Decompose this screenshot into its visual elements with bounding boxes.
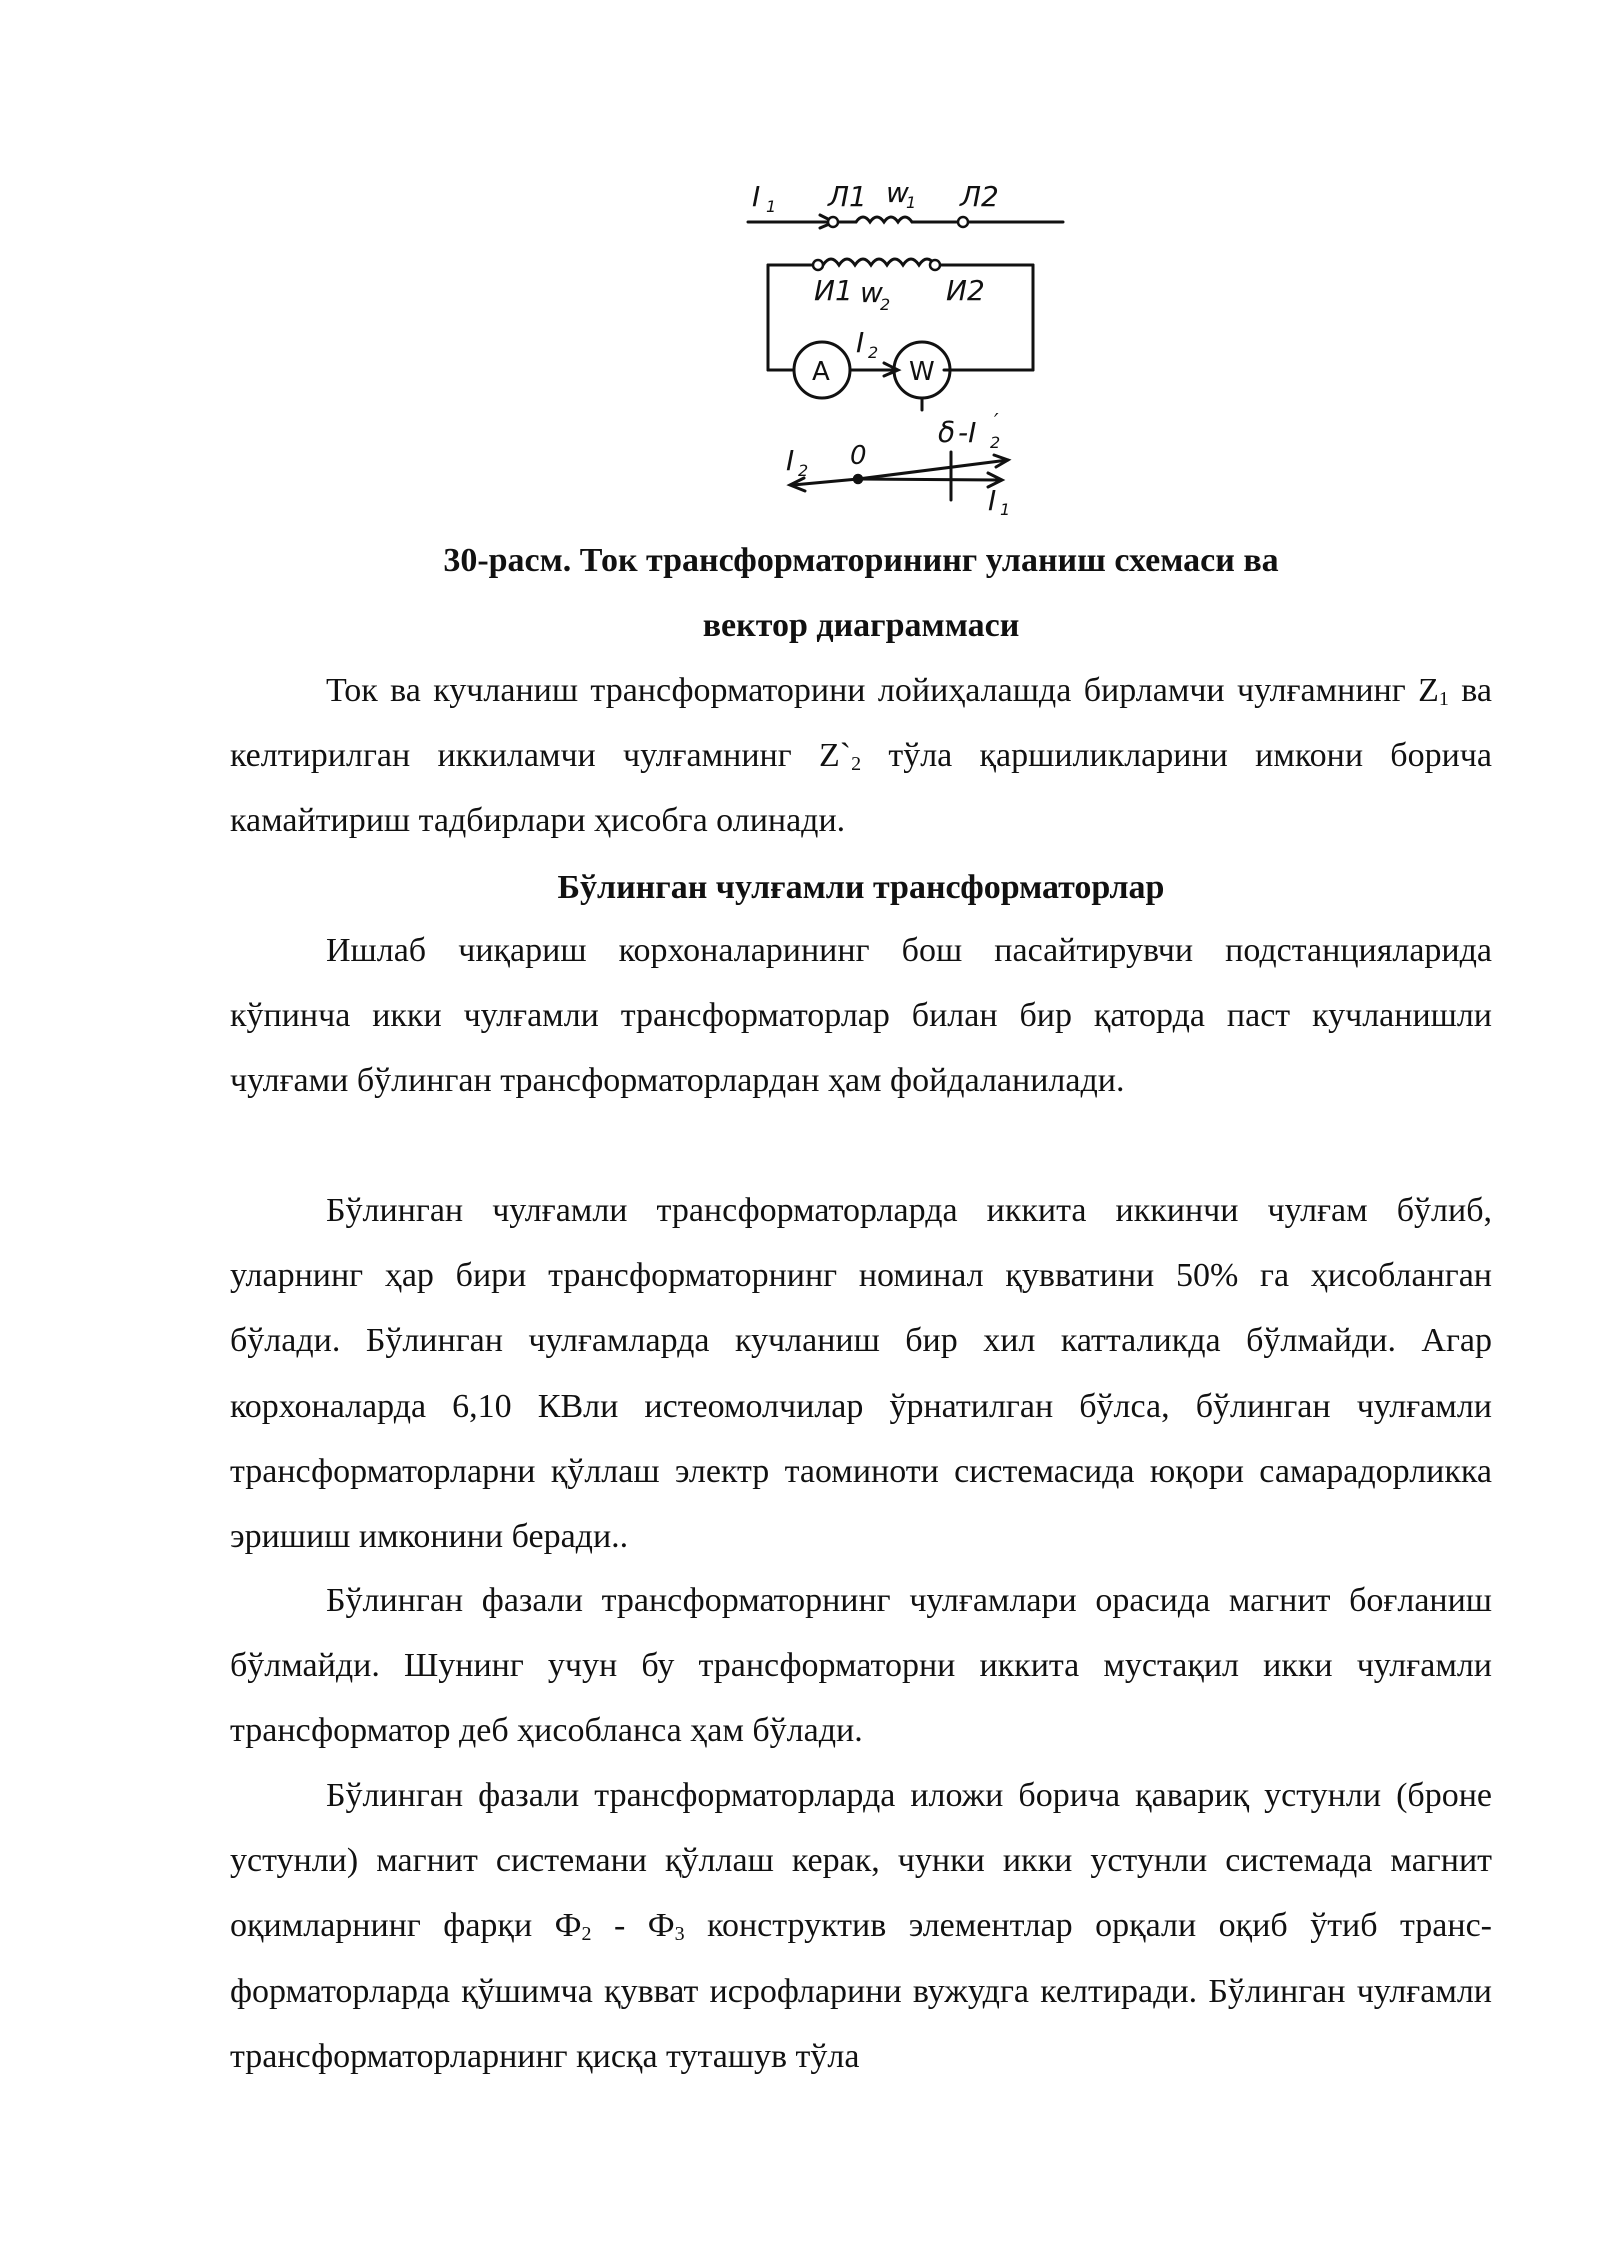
primary-winding bbox=[856, 217, 912, 222]
paragraph-4: Бўлинган фазали трансформаторнинг чулғамлари орасида магнит боғланиш бўлмайди. Шунинг учун бу трансформаторни иккита мустақил икки чулғамли трансформатор деб ҳисобланса ҳам бўлади. bbox=[230, 1582, 1492, 1750]
secondary-winding bbox=[823, 259, 935, 265]
paragraph-3: Бўлинган чулғамли трансформаторларда иккита иккинчи чулғам бўлиб, уларнинг ҳар бири трансформаторнинг номинал қувватини 50% га ҳисобланган бўлади. Бўлинган чулғамларда кучланиш бир хил катталикда бўлмайди. Агар корхоналарда 6,10 КВли истеомолчилар ўрнатилган бўлса, бўлинган чулғамли трансформаторларни қўллаш электр таоминоти системасида юқори самарадорликка эришиш имконини беради.. bbox=[230, 1192, 1492, 1556]
label-l1: Л1 bbox=[828, 180, 867, 213]
caption-line-1: 30-расм. Ток трансформаторининг уланиш схемаси ва bbox=[443, 542, 1279, 579]
label-origin: 0 bbox=[850, 441, 867, 471]
terminal-l2 bbox=[958, 217, 968, 227]
label-l2: Л2 bbox=[960, 180, 999, 213]
vector-i1 bbox=[858, 479, 1000, 480]
svg-text:2: 2 bbox=[880, 295, 891, 314]
svg-text:1: 1 bbox=[906, 193, 917, 212]
current-transformer-figure bbox=[738, 170, 1078, 515]
vector-origin bbox=[854, 475, 862, 483]
figure-caption bbox=[230, 528, 1492, 658]
terminal-i2 bbox=[930, 260, 940, 270]
label-vector-i1: I bbox=[988, 484, 997, 515]
label-i1-top: I bbox=[752, 180, 761, 213]
label-i2-secondary: И2 bbox=[946, 274, 985, 307]
section-heading: Бўлинган чулғамли трансформаторлар bbox=[557, 869, 1165, 906]
paragraph-2: Ишлаб чиқариш корхоналарининг бош пасайтирувчи подстанцияларида кўпинча икки чулғамли трансформаторлар билан бир қаторда паст кучланишли чулғами бўлинган трансформаторлардан ҳам фойдаланилади. bbox=[230, 932, 1492, 1100]
label-i1-secondary: И1 bbox=[814, 274, 853, 307]
svg-text:1: 1 bbox=[766, 197, 777, 216]
svg-text:2: 2 bbox=[868, 343, 879, 362]
vector-minus-i2 bbox=[858, 460, 1008, 479]
label-minus-i2: -I bbox=[958, 416, 977, 449]
label-w1: w bbox=[886, 176, 909, 209]
label-wattmeter: W bbox=[909, 357, 935, 387]
label-w2: w bbox=[860, 276, 883, 309]
paragraph-5: Бўлинган фазали трансформаторларда иложи борича қавариқ устунли (броне устунли) магнит системани қўллаш керак, чунки икки устунли системада магнит оқимларнинг фарқи $Ф_2 - Ф_3$ конструктив элементлар орқали оқиб ўтиб транс-форматорларда қўшимча қувват исрофларини вужудга келтиради. Бўлинган чулғамли трансформаторларнинг қисқа туташув тўла bbox=[230, 1777, 1493, 2075]
label-i2-current: I bbox=[856, 326, 865, 359]
label-vector-i2: I bbox=[786, 444, 795, 477]
svg-text:′: ′ bbox=[994, 409, 999, 433]
label-ammeter: A bbox=[812, 357, 830, 387]
caption-line-2: вектор диаграммаси bbox=[702, 607, 1020, 644]
label-delta: δ bbox=[938, 416, 956, 449]
svg-text:1: 1 bbox=[1000, 500, 1011, 515]
terminal-l1 bbox=[828, 217, 838, 227]
circuit-diagram bbox=[738, 170, 1078, 515]
svg-text:2: 2 bbox=[798, 461, 809, 480]
terminal-i1 bbox=[813, 260, 823, 270]
paragraph-1: Ток ва кучланиш трансформаторини лойиҳалашда бирламчи чулғамнинг $Z_1$ ва келтирилган иккиламчи чулғамнинг $Z`_2$ тўла қаршиликларини имкони борича камайтириш тадбирлари ҳисобга олинади. bbox=[230, 672, 1492, 840]
svg-text:2: 2 bbox=[990, 433, 1001, 452]
